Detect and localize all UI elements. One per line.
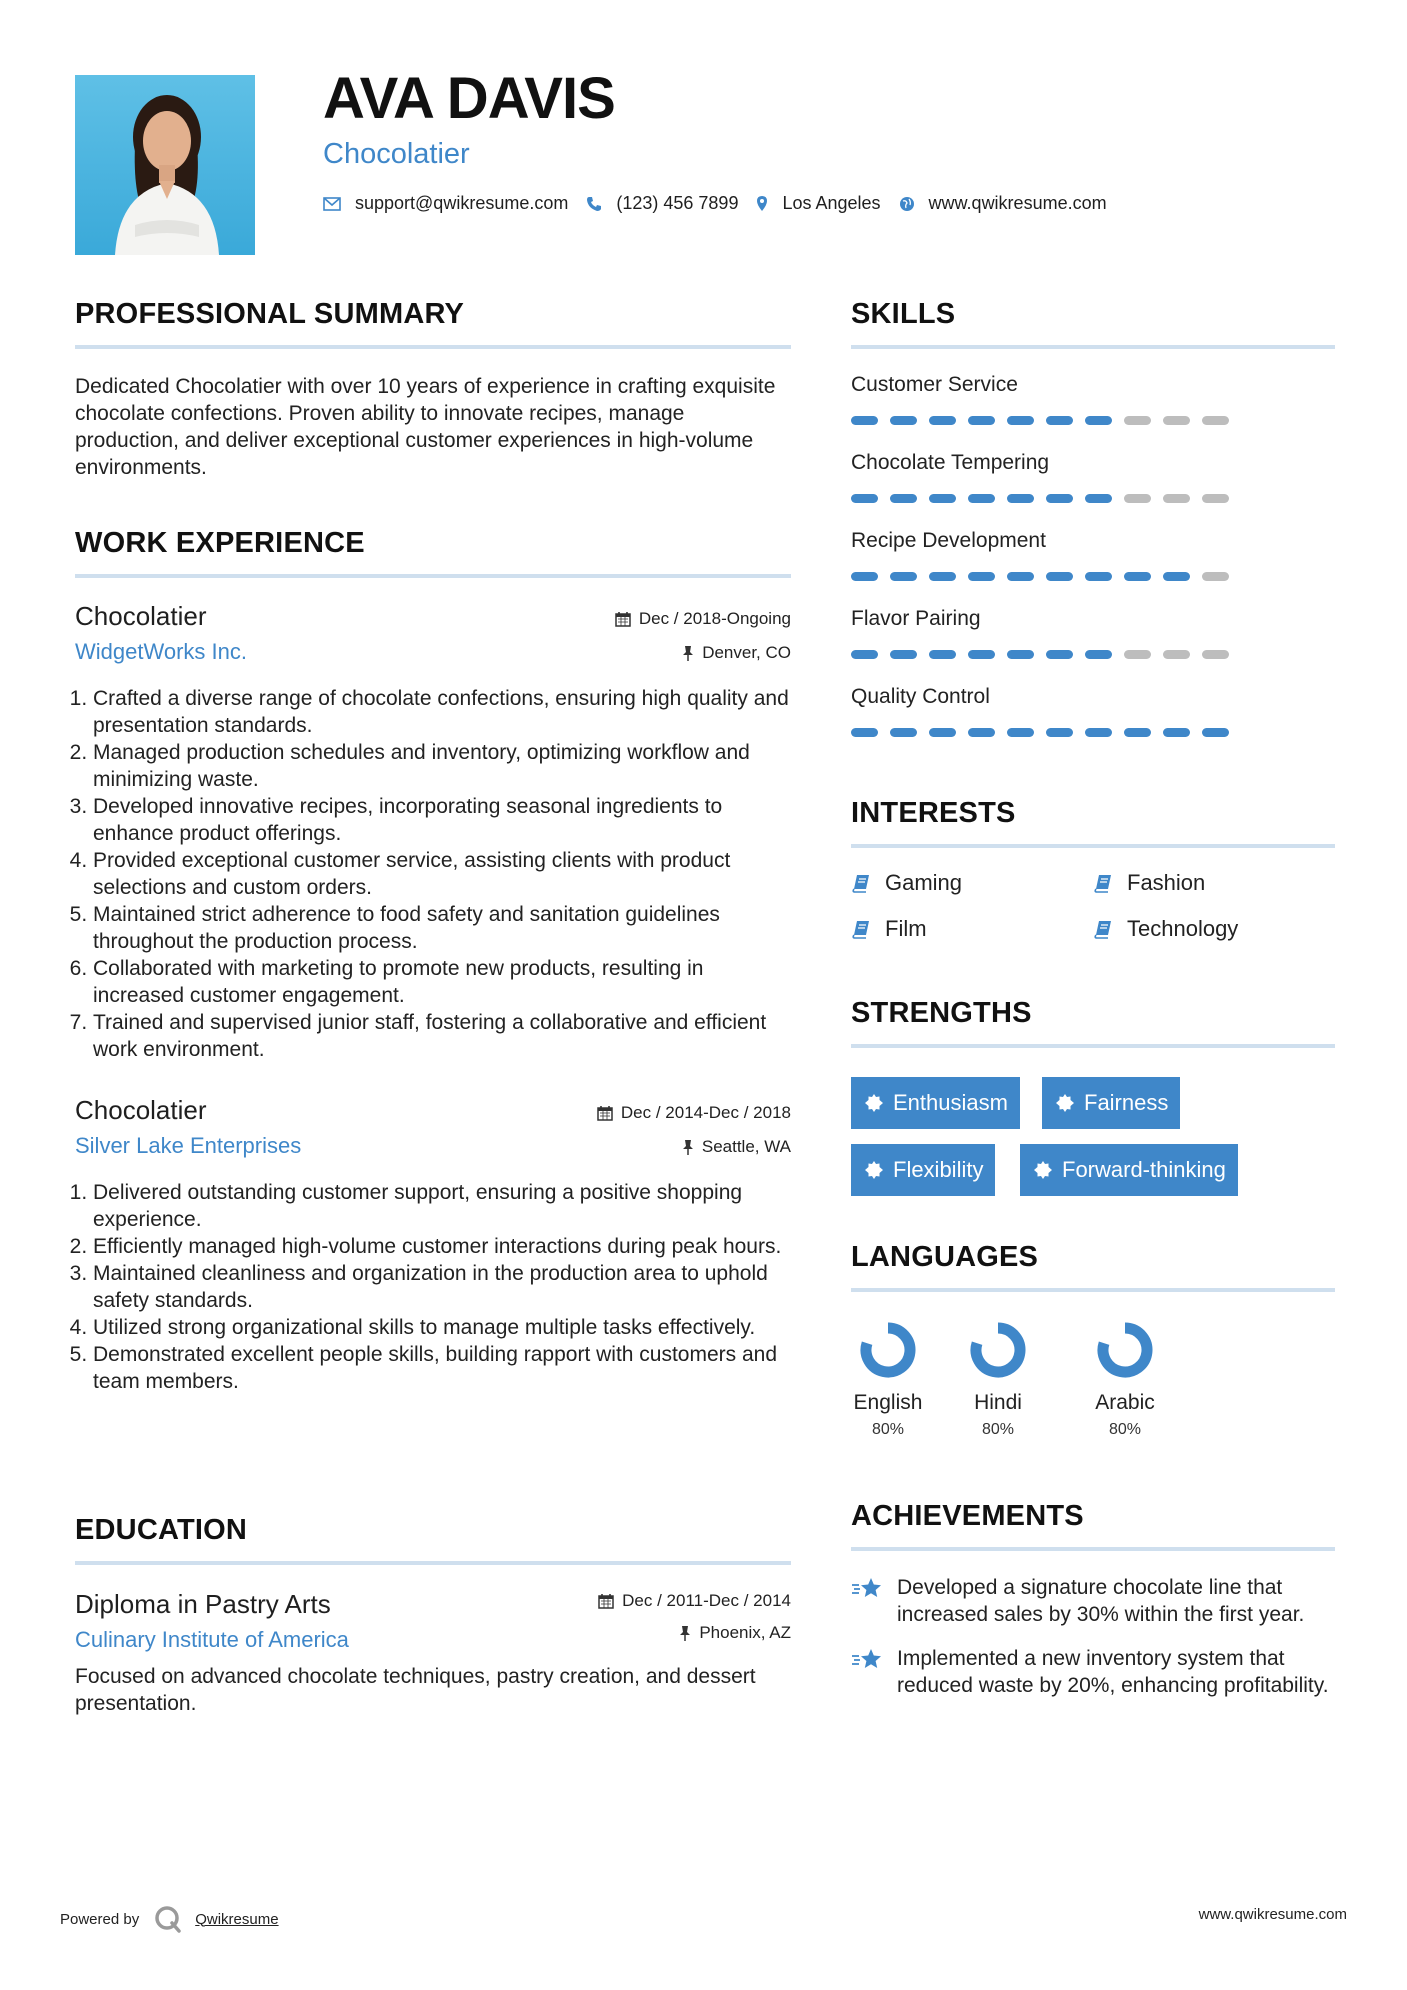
contact-email[interactable] [323, 193, 568, 214]
skill-label: Chocolate Tempering [851, 451, 1050, 474]
skill-dash-empty [1163, 494, 1190, 503]
achievement-item [851, 1645, 1335, 1699]
skill-level-bar [851, 416, 1335, 425]
interests-list [851, 870, 1335, 942]
profile-photo [75, 75, 255, 255]
duty-item: 7. Trained and supervised junior staff, fostering a collaborative and efficient work environment. [93, 1009, 791, 1063]
interest-label: Fashion [1127, 870, 1206, 895]
skill-dash-filled [1046, 494, 1073, 503]
book-icon [851, 873, 871, 893]
summary-heading: PROFESSIONAL SUMMARY [75, 298, 465, 330]
pushpin-icon [682, 1139, 694, 1156]
envelope-icon [323, 197, 341, 211]
job-entry [75, 1095, 791, 1395]
strength-label: Forward-thinking [1062, 1157, 1226, 1182]
strength-label: Enthusiasm [893, 1090, 1008, 1115]
location-pin-icon [756, 195, 768, 212]
strength-label: Flexibility [893, 1157, 984, 1182]
duty-item: 4. Utilized strong organizational skills to manage multiple tasks effectively. [93, 1314, 791, 1341]
skill-dash-filled [1085, 728, 1112, 737]
skill-item [851, 451, 1335, 529]
skill-dash-filled [1007, 416, 1034, 425]
language-percent: 80% [981, 1421, 1015, 1438]
job-title: Chocolatier [75, 601, 207, 631]
pushpin-icon [679, 1625, 691, 1642]
skill-dash-filled [968, 650, 995, 659]
email-text: support@qwikresume.com [355, 193, 569, 213]
skill-dash-filled [1202, 728, 1229, 737]
language-proficiency-ring [856, 1318, 920, 1382]
skill-level-bar [851, 650, 1335, 659]
interests-heading: INTERESTS [851, 797, 1016, 829]
job-dates [597, 1103, 791, 1123]
contact-website[interactable] [899, 193, 1107, 214]
achievement-item [851, 1574, 1335, 1628]
school-name: Culinary Institute of America [75, 1627, 349, 1652]
language-item [943, 1318, 1053, 1439]
education-location [679, 1623, 791, 1643]
interest-item [851, 916, 1093, 942]
phone-icon [586, 196, 602, 212]
education-heading: EDUCATION [75, 1514, 248, 1546]
skill-dash-empty [1124, 494, 1151, 503]
skill-item [851, 607, 1335, 685]
qwikresume-link[interactable]: Qwikresume [195, 1910, 279, 1928]
skill-level-bar [851, 728, 1335, 737]
strength-badge [851, 1144, 995, 1196]
job-entry [75, 601, 791, 1063]
interest-label: Technology [1127, 916, 1239, 941]
skills-divider [851, 345, 1335, 349]
achievement-text: Developed a signature chocolate line that increased sales by 30% within the first year. [897, 1576, 1305, 1626]
skill-dash-filled [929, 572, 956, 581]
skill-dash-filled [851, 416, 878, 425]
location-text: Los Angeles [782, 193, 881, 213]
shooting-star-icon [851, 1647, 883, 1671]
skill-dash-filled [929, 650, 956, 659]
language-name: Arabic [1095, 1391, 1155, 1414]
skill-dash-filled [1046, 728, 1073, 737]
languages-divider [851, 1288, 1335, 1292]
duty-item: 2. Efficiently managed high-volume customer interactions during peak hours. [93, 1233, 791, 1260]
achievements-divider [851, 1547, 1335, 1551]
footer-website[interactable]: www.qwikresume.com [1198, 1906, 1347, 1923]
degree-title: Diploma in Pastry Arts [75, 1589, 331, 1619]
skills-heading: SKILLS [851, 298, 956, 330]
strengths-heading: STRENGTHS [851, 997, 1032, 1029]
globe-icon [899, 196, 915, 212]
skill-dash-empty [1202, 416, 1229, 425]
education-dates-text: Dec / 2011-Dec / 2014 [622, 1591, 791, 1610]
job-dates-text: Dec / 2018-Ongoing [638, 609, 791, 628]
skill-dash-filled [851, 728, 878, 737]
language-proficiency-ring [1093, 1318, 1157, 1382]
strength-badge [1042, 1077, 1180, 1129]
skill-dash-filled [1007, 650, 1034, 659]
skill-dash-filled [968, 416, 995, 425]
website-text: www.qwikresume.com [928, 193, 1107, 213]
interest-label: Film [885, 916, 927, 941]
contact-bar [323, 193, 1125, 214]
candidate-name: AVA DAVIS [323, 66, 615, 131]
book-icon [1093, 873, 1113, 893]
summary-divider [75, 345, 791, 349]
duty-item: 1. Crafted a diverse range of chocolate confections, ensuring high quality and presentation standards. [93, 685, 791, 739]
badge-star-icon [865, 1161, 883, 1179]
duty-item: 6. Collaborated with marketing to promote new products, resulting in increased customer engagement. [93, 955, 791, 1009]
skill-dash-empty [1202, 572, 1229, 581]
skill-dash-filled [1085, 494, 1112, 503]
duty-item: 5. Demonstrated excellent people skills, building rapport with customers and team members. [93, 1341, 791, 1395]
skill-dash-filled [929, 728, 956, 737]
badge-star-icon [1056, 1094, 1074, 1112]
job-location-text: Seattle, WA [701, 1137, 791, 1156]
skill-item [851, 685, 1335, 763]
job-location-text: Denver, CO [702, 643, 791, 662]
skill-level-bar [851, 572, 1335, 581]
language-name: Hindi [974, 1391, 1022, 1414]
skill-dash-filled [929, 494, 956, 503]
skill-dash-filled [1163, 728, 1190, 737]
job-duties-list [75, 1179, 791, 1395]
person-photo-illustration [75, 75, 255, 255]
skill-dash-filled [890, 572, 917, 581]
interest-item [851, 870, 1093, 896]
skill-dash-filled [1007, 728, 1034, 737]
phone-text: (123) 456 7899 [616, 193, 739, 213]
education-text: Focused on advanced chocolate techniques, pastry creation, and dessert presentation. [75, 1665, 756, 1715]
duty-item: 2. Managed production schedules and inventory, optimizing workflow and minimizing waste. [93, 739, 791, 793]
calendar-icon [597, 1105, 613, 1121]
job-location [682, 643, 791, 663]
skill-dash-filled [890, 650, 917, 659]
skill-dash-filled [890, 416, 917, 425]
language-percent: 80% [1108, 1421, 1142, 1438]
shooting-star-icon [851, 1576, 883, 1600]
education-divider [75, 1561, 791, 1565]
book-icon [1093, 919, 1113, 939]
skill-label: Quality Control [851, 685, 990, 708]
badge-star-icon [1034, 1161, 1052, 1179]
experience-heading: WORK EXPERIENCE [75, 527, 365, 559]
skill-dash-empty [1124, 416, 1151, 425]
skill-dash-filled [968, 728, 995, 737]
skill-item [851, 529, 1335, 607]
summary-text: Dedicated Chocolatier with over 10 years of experience in crafting exquisite chocolate confections. Proven ability to innovate recipes, manage production, and deliver exceptional customer experiences in high-volume environments. [75, 375, 776, 479]
achievements-heading: ACHIEVEMENTS [851, 1500, 1084, 1532]
skill-dash-empty [1124, 650, 1151, 659]
skill-dash-filled [1124, 572, 1151, 581]
skill-dash-filled [1163, 572, 1190, 581]
achievements-list [851, 1574, 1335, 1699]
contact-location [756, 193, 880, 214]
duty-item: 5. Maintained strict adherence to food safety and sanitation guidelines throughout the production process. [93, 901, 791, 955]
strength-badge [1020, 1144, 1238, 1196]
interests-divider [851, 844, 1335, 848]
proficiency-arc [976, 1328, 1020, 1372]
experience-divider [75, 574, 791, 578]
calendar-icon [615, 611, 631, 627]
duty-item: 3. Maintained cleanliness and organization in the production area to uphold safety standards. [93, 1260, 791, 1314]
education-entry [75, 1589, 791, 1717]
skill-label: Customer Service [851, 373, 1018, 396]
skill-dash-filled [1085, 416, 1112, 425]
language-proficiency-ring [966, 1318, 1030, 1382]
achievement-text: Implemented a new inventory system that reduced waste by 20%, enhancing profitability. [897, 1647, 1329, 1697]
contact-phone[interactable] [586, 193, 738, 214]
candidate-title: Chocolatier [323, 138, 470, 170]
skill-label: Recipe Development [851, 529, 1046, 552]
skills-list [851, 373, 1335, 763]
job-location [682, 1137, 791, 1157]
duty-item: 1. Delivered outstanding customer support, ensuring a positive shopping experience. [93, 1179, 791, 1233]
job-company: Silver Lake Enterprises [75, 1133, 302, 1158]
skill-dash-empty [1202, 494, 1229, 503]
skill-dash-filled [851, 650, 878, 659]
interest-label: Gaming [885, 870, 963, 895]
job-company: WidgetWorks Inc. [75, 639, 247, 664]
skill-dash-empty [1202, 650, 1229, 659]
skill-label: Flavor Pairing [851, 607, 981, 630]
education-dates [598, 1591, 791, 1611]
skill-dash-empty [1163, 416, 1190, 425]
powered-by-text: Powered by [60, 1910, 140, 1928]
strength-label: Fairness [1084, 1090, 1169, 1115]
skill-dash-filled [851, 494, 878, 503]
qwikresume-logo-icon [153, 1904, 183, 1934]
skill-dash-filled [929, 416, 956, 425]
book-icon [851, 919, 871, 939]
skill-level-bar [851, 494, 1335, 503]
skill-dash-filled [1046, 572, 1073, 581]
skill-dash-filled [851, 572, 878, 581]
duty-item: 3. Developed innovative recipes, incorporating seasonal ingredients to enhance product offerings. [93, 793, 791, 847]
badge-star-icon [865, 1094, 883, 1112]
job-title: Chocolatier [75, 1095, 207, 1125]
language-item [833, 1318, 943, 1439]
skill-dash-filled [968, 494, 995, 503]
interest-item [1093, 870, 1335, 896]
language-percent: 80% [871, 1421, 905, 1438]
skill-dash-filled [1046, 416, 1073, 425]
skill-dash-filled [1007, 572, 1034, 581]
skill-dash-filled [1046, 650, 1073, 659]
skill-dash-empty [1163, 650, 1190, 659]
education-location-text: Phoenix, AZ [699, 1623, 791, 1642]
job-duties-list [75, 685, 791, 1063]
skill-dash-filled [890, 728, 917, 737]
interest-item [1093, 916, 1335, 942]
job-dates-text: Dec / 2014-Dec / 2018 [620, 1103, 791, 1122]
footer-branding [60, 1904, 279, 1934]
skill-dash-filled [1007, 494, 1034, 503]
skill-item [851, 373, 1335, 451]
skill-dash-filled [890, 494, 917, 503]
strength-badge [851, 1077, 1020, 1129]
duty-item: 4. Provided exceptional customer service, assisting clients with product selections and custom orders. [93, 847, 791, 901]
pushpin-icon [682, 645, 694, 662]
job-dates [615, 609, 791, 629]
languages-heading: LANGUAGES [851, 1241, 1039, 1273]
language-name: English [853, 1391, 923, 1414]
skill-dash-filled [1124, 728, 1151, 737]
proficiency-arc [866, 1328, 910, 1372]
proficiency-arc [1103, 1328, 1147, 1372]
language-item [1070, 1318, 1180, 1439]
calendar-icon [598, 1593, 614, 1609]
skill-dash-filled [968, 572, 995, 581]
skill-dash-filled [1085, 572, 1112, 581]
skill-dash-filled [1085, 650, 1112, 659]
strengths-divider [851, 1044, 1335, 1048]
